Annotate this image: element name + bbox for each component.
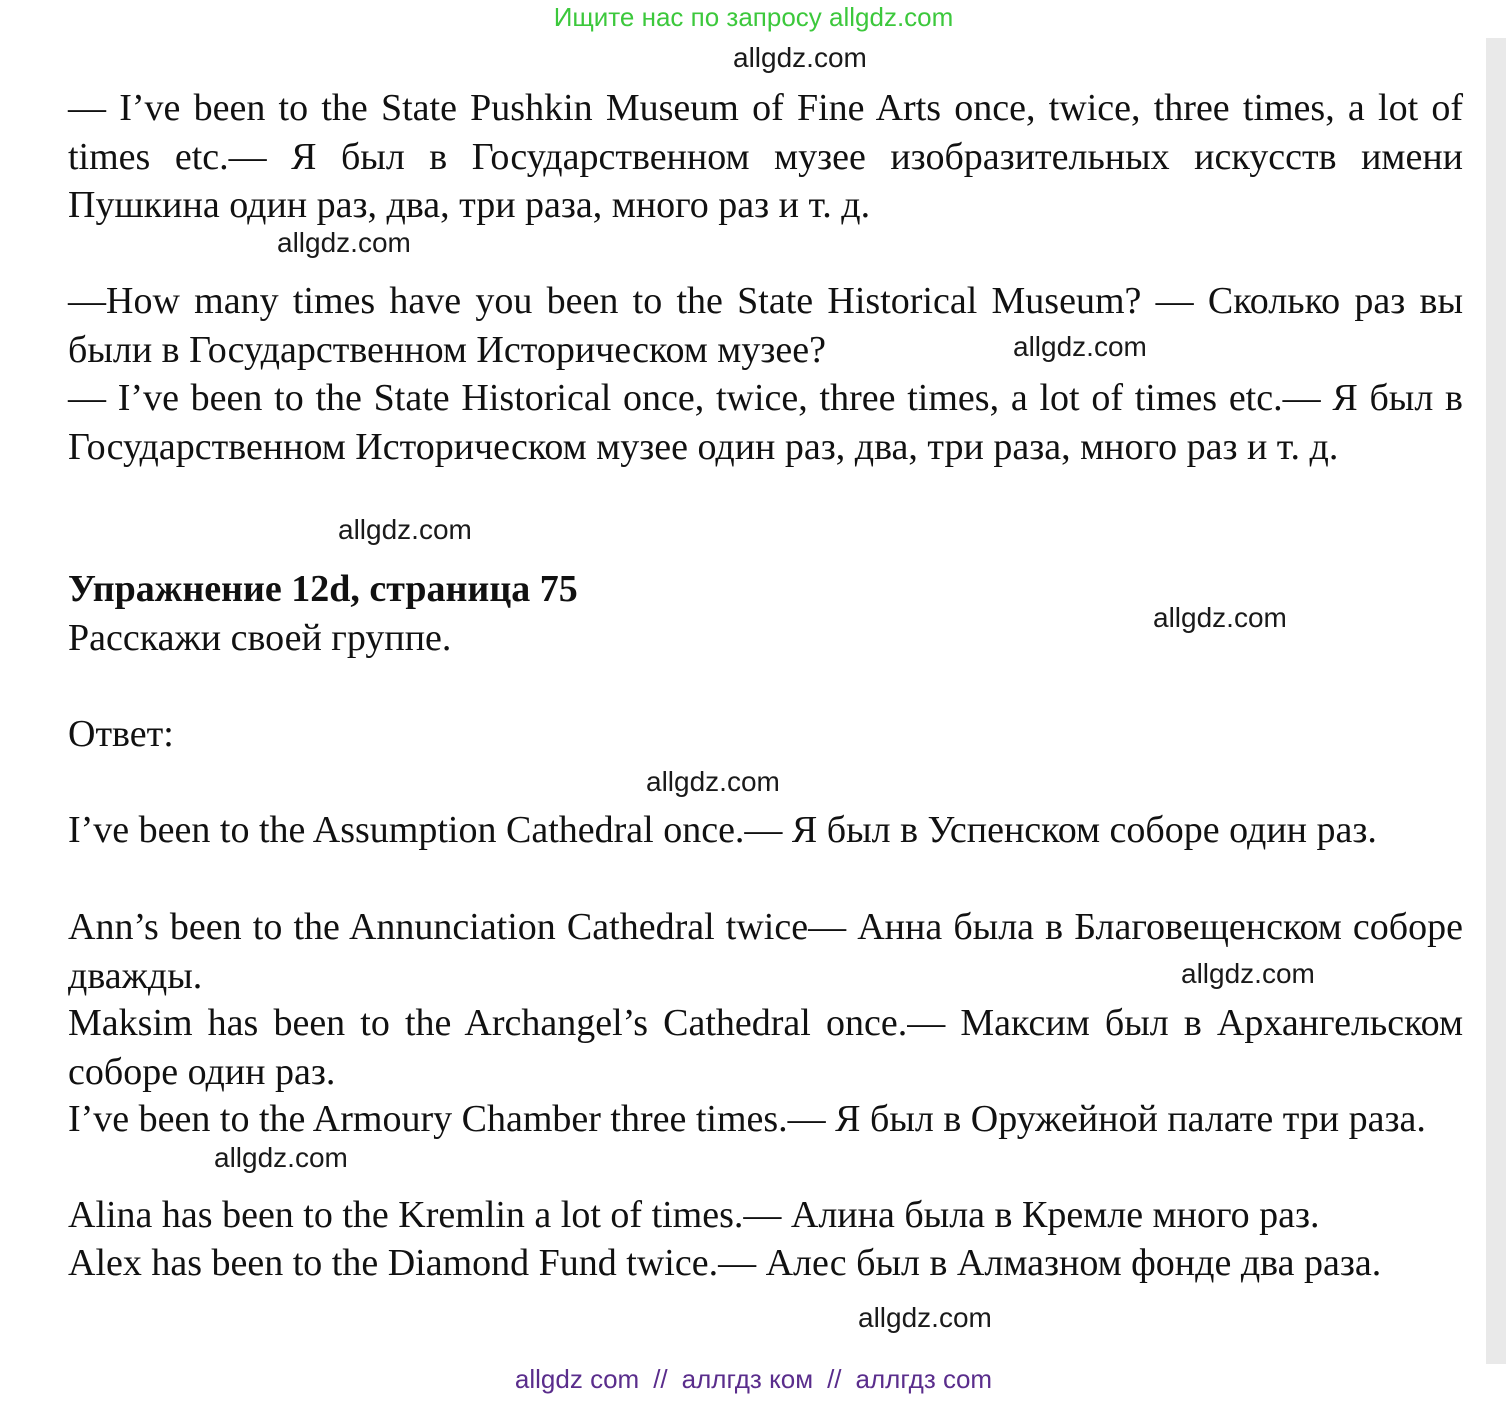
answer-kremlin: Alina has been to the Kremlin a lot of times.— Алина была в Кремле много раз. — [68, 1194, 1320, 1236]
page-edge-shadow — [1486, 38, 1506, 1364]
answer-assumption: I’ve been to the Assumption Cathedral once.— Я был в Успенском соборе один раз. — [68, 809, 1377, 851]
answer-armoury: I’ve been to the Armoury Chamber three times.— Я был в Оружейной палате три раза. — [68, 1098, 1426, 1140]
footer-separator: // — [653, 1364, 668, 1394]
paragraph-pushkin-answer: — I’ve been to the State Pushkin Museum of Fine Arts once, twice, three times, a lot of times etc.— Я был в Государственном музее изобразительных искусств имени Пушкина один раз, два, три раза, много раз и т. д. — [68, 87, 1463, 226]
paragraph-historical-answer: — I’ve been to the State Historical once, twice, three times, a lot of times etc.— Я был в Государственном Историческом музее один раз, два, три раза, много раз и т. д. — [68, 377, 1463, 468]
watermark: allgdz.com — [338, 514, 472, 545]
watermark: allgdz.com — [1013, 331, 1147, 362]
watermark: allgdz.com — [733, 42, 867, 73]
watermark: allgdz.com — [646, 766, 780, 797]
search-banner-link[interactable]: Ищите нас по запросу allgdz.com — [553, 2, 954, 32]
exercise-task: Расскажи своей группе. — [68, 617, 452, 659]
exercise-heading: Упражнение 12d, страница 75 — [68, 568, 578, 610]
answer-diamond-fund: Alex has been to the Diamond Fund twice.— Алес был в Алмазном фонде два раза. — [68, 1242, 1382, 1284]
footer-separator: // — [827, 1364, 842, 1394]
answer-label: Ответ: — [68, 713, 174, 755]
answer-annunciation: Ann’s been to the Annunciation Cathedral twice— Анна была в Благовещенском соборе дважды. — [68, 906, 1463, 997]
footer-link-allgdz[interactable]: allgdz com — [514, 1364, 640, 1394]
paragraph-historical-question: —How many times have you been to the State Historical Museum? — Сколько раз вы были в Государственном Историческом музее? — [68, 280, 1463, 371]
watermark: allgdz.com — [277, 227, 411, 258]
footer-link-allgdz-ru[interactable]: аллгдз ком — [681, 1364, 814, 1394]
answer-archangel: Maksim has been to the Archangel’s Cathedral once.— Максим был в Архангельском соборе один раз. — [68, 1002, 1463, 1093]
watermark: allgdz.com — [214, 1142, 348, 1173]
watermark: allgdz.com — [1181, 958, 1315, 989]
watermark: allgdz.com — [1153, 602, 1287, 633]
watermark: allgdz.com — [858, 1302, 992, 1333]
footer-links — [0, 1364, 1507, 1395]
footer-link-allgdz-mixed[interactable]: аллгдз com — [855, 1364, 993, 1394]
